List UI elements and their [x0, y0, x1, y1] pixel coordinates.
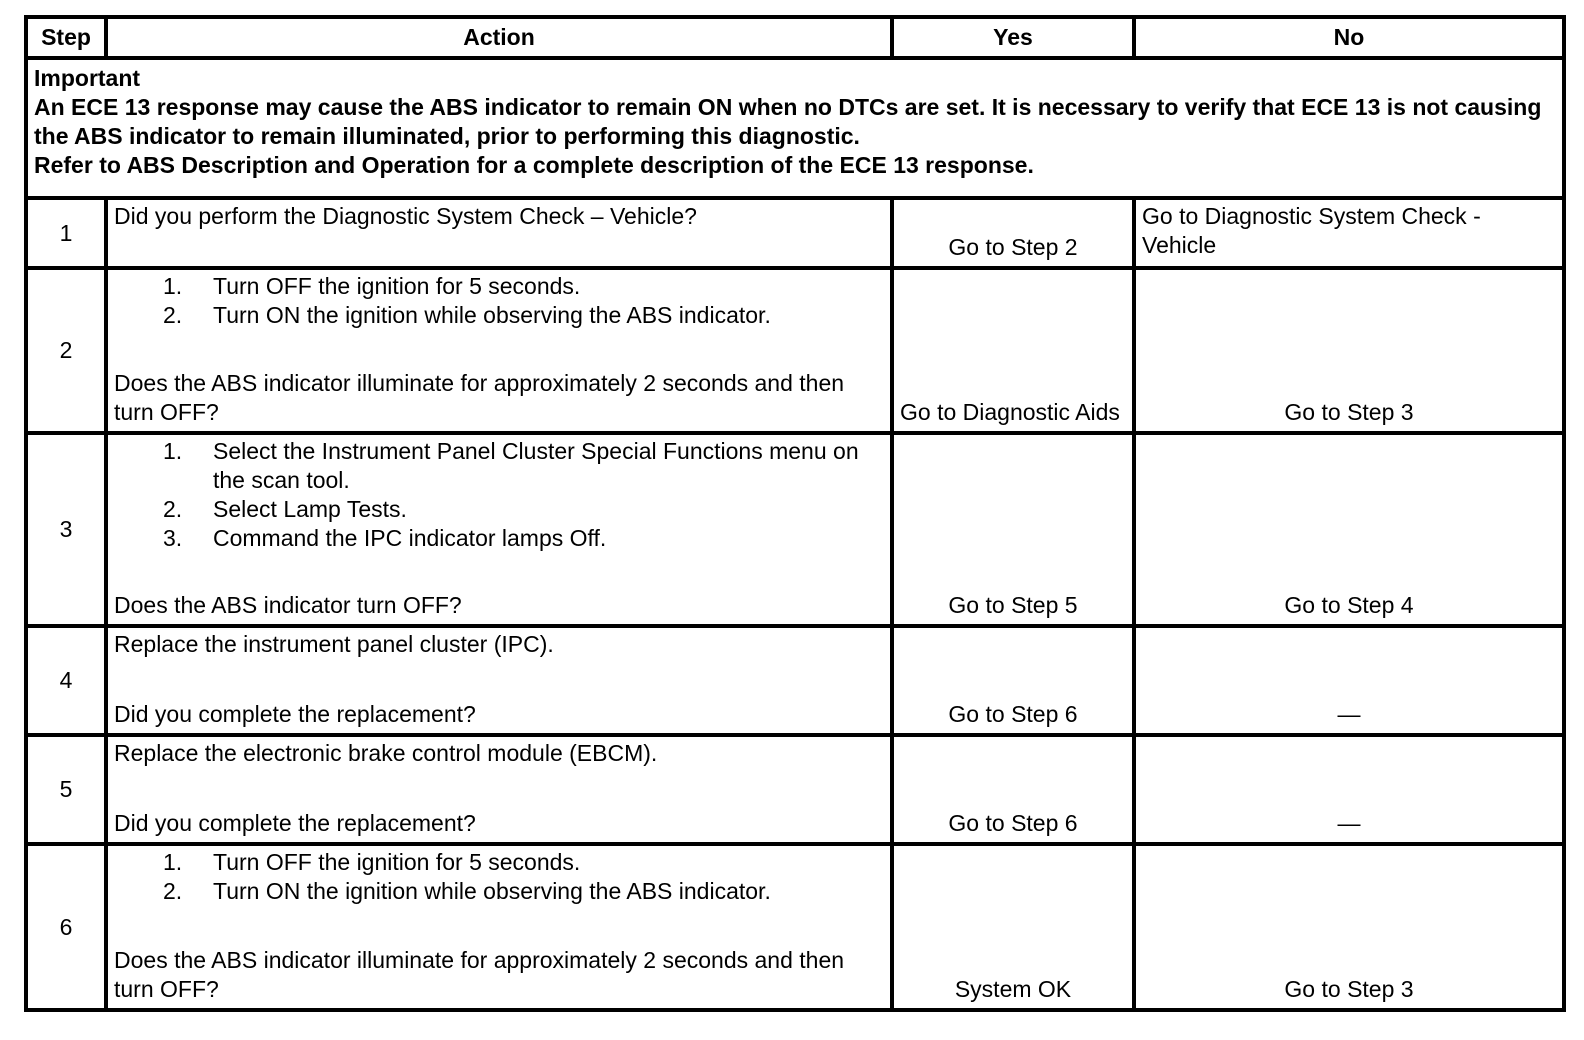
- header-action: Action: [106, 17, 892, 58]
- yes-cell: [892, 626, 1134, 735]
- action-cell: [106, 735, 892, 844]
- important-row: [26, 58, 1564, 198]
- list-item-text: Select the Instrument Panel Cluster Special Functions menu on the scan tool.: [213, 438, 859, 493]
- procedure-list: [114, 848, 884, 906]
- list-item: 1. Turn OFF the ignition for 5 seconds.: [163, 273, 581, 299]
- list-item: 1. Select the Instrument Panel Cluster Special Functions menu on the scan tool.: [163, 438, 859, 493]
- yes-cell: [892, 198, 1134, 268]
- yes-cell: [892, 433, 1134, 626]
- no-cell: [1134, 433, 1564, 626]
- step-number: 5: [26, 735, 106, 844]
- no-cell: [1134, 844, 1564, 1010]
- list-item-text: Turn OFF the ignition for 5 seconds.: [213, 273, 581, 299]
- yes-link[interactable]: Go to Step 2: [948, 234, 1078, 260]
- important-title: Important: [34, 65, 141, 91]
- no-value: —: [1337, 810, 1361, 836]
- no-cell: [1134, 268, 1564, 433]
- procedure-list: [114, 272, 884, 330]
- procedure-list: [114, 437, 884, 553]
- important-line: Refer to ABS Description and Operation for a complete description of the ECE 13 response.: [34, 152, 1034, 178]
- no-link[interactable]: Go to Diagnostic System Check - Vehicle: [1142, 203, 1481, 258]
- yes-cell: [892, 735, 1134, 844]
- action-cell: [106, 626, 892, 735]
- list-item: 2. Turn ON the ignition while observing the ABS indicator.: [163, 878, 771, 904]
- step-number: 6: [26, 844, 106, 1010]
- yes-link[interactable]: Go to Step 6: [948, 701, 1078, 727]
- no-link[interactable]: Go to Step 3: [1284, 399, 1414, 425]
- no-cell: [1134, 198, 1564, 268]
- action-question: Did you complete the replacement?: [114, 701, 476, 727]
- action-question: Does the ABS indicator illuminate for approximately 2 seconds and then turn OFF?: [114, 370, 845, 425]
- action-question: Did you complete the replacement?: [114, 810, 476, 836]
- table-row: [26, 626, 1564, 735]
- list-item: 3. Command the IPC indicator lamps Off.: [163, 525, 607, 551]
- list-item: 2. Select Lamp Tests.: [163, 496, 407, 522]
- list-item-text: Turn ON the ignition while observing the ABS indicator.: [213, 878, 771, 904]
- action-question: Does the ABS indicator illuminate for approximately 2 seconds and then turn OFF?: [114, 947, 845, 1002]
- table-row: [26, 735, 1564, 844]
- list-item: 1. Turn OFF the ignition for 5 seconds.: [163, 849, 581, 875]
- no-cell: [1134, 626, 1564, 735]
- action-cell: [106, 433, 892, 626]
- header-yes: Yes: [892, 17, 1134, 58]
- action-question: Does the ABS indicator turn OFF?: [114, 592, 462, 618]
- no-value: —: [1337, 701, 1361, 727]
- table-row: [26, 433, 1564, 626]
- step-number: 3: [26, 433, 106, 626]
- important-note: [26, 58, 1564, 198]
- diagnostic-table: [24, 15, 1566, 1012]
- table-row: [26, 198, 1564, 268]
- header-row: [26, 17, 1564, 58]
- action-cell: [106, 268, 892, 433]
- yes-link[interactable]: Go to Step 5: [948, 592, 1078, 618]
- step-number: 1: [26, 198, 106, 268]
- header-step: Step: [26, 17, 106, 58]
- action-cell: [106, 844, 892, 1010]
- no-link[interactable]: Go to Step 3: [1284, 976, 1414, 1002]
- step-number: 4: [26, 626, 106, 735]
- yes-cell: [892, 268, 1134, 433]
- yes-link[interactable]: Go to Step 6: [948, 810, 1078, 836]
- action-cell: [106, 198, 892, 268]
- list-item: 2. Turn ON the ignition while observing the ABS indicator.: [163, 302, 771, 328]
- list-item-text: Turn OFF the ignition for 5 seconds.: [213, 849, 581, 875]
- yes-link[interactable]: Go to Diagnostic Aids: [900, 399, 1120, 425]
- list-item-text: Command the IPC indicator lamps Off.: [213, 525, 607, 551]
- table-row: [26, 844, 1564, 1010]
- header-no: No: [1134, 17, 1564, 58]
- action-question: Did you perform the Diagnostic System Check – Vehicle?: [114, 203, 697, 229]
- list-item-text: Select Lamp Tests.: [213, 496, 407, 522]
- yes-link[interactable]: System OK: [954, 976, 1072, 1002]
- action-instruction: Replace the electronic brake control module (EBCM).: [114, 740, 658, 766]
- action-instruction: Replace the instrument panel cluster (IPC).: [114, 631, 554, 657]
- no-link[interactable]: Go to Step 4: [1284, 592, 1414, 618]
- no-cell: [1134, 735, 1564, 844]
- important-line: An ECE 13 response may cause the ABS indicator to remain ON when no DTCs are set. It is necessary to verify that ECE 13 is not causing the ABS indicator to remain illuminated, prior to performing this diagnostic.: [34, 94, 1542, 149]
- step-number: 2: [26, 268, 106, 433]
- list-item-text: Turn ON the ignition while observing the ABS indicator.: [213, 302, 771, 328]
- yes-cell: [892, 844, 1134, 1010]
- table-row: [26, 268, 1564, 433]
